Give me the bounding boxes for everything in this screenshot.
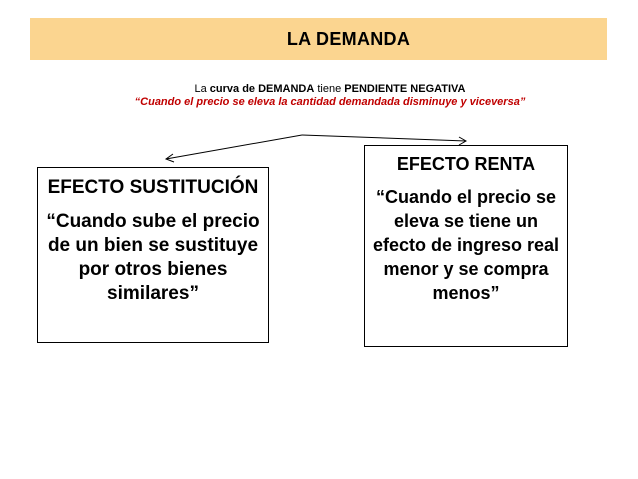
income-effect-heading: EFECTO RENTA bbox=[396, 154, 536, 174]
subtitle-bold-slope: PENDIENTE NEGATIVA bbox=[344, 83, 466, 95]
substitution-effect-box bbox=[37, 167, 269, 343]
substitution-effect-text: “Cuando sube el precio de un bien se sustituye por otros bienes similares” bbox=[46, 211, 260, 304]
subtitle-bold-curve: curva de DEMANDA bbox=[209, 83, 315, 95]
subtitle-quote: “Cuando el precio se eleva la cantidad demandada disminuye y viceversa” bbox=[134, 96, 526, 108]
arrow-right-line bbox=[302, 135, 466, 141]
subtitle-middle: tiene bbox=[314, 83, 345, 95]
substitution-effect-heading: EFECTO SUSTITUCIÓN bbox=[47, 177, 259, 198]
arrow-left-line bbox=[166, 135, 302, 159]
page-title: LA DEMANDA bbox=[286, 28, 411, 49]
subtitle-prefix: La bbox=[194, 83, 210, 95]
income-effect-text: “Cuando el precio se eleva se tiene un efecto de ingreso real menor y se compra menos” bbox=[372, 187, 560, 303]
income-effect-box bbox=[364, 145, 568, 347]
